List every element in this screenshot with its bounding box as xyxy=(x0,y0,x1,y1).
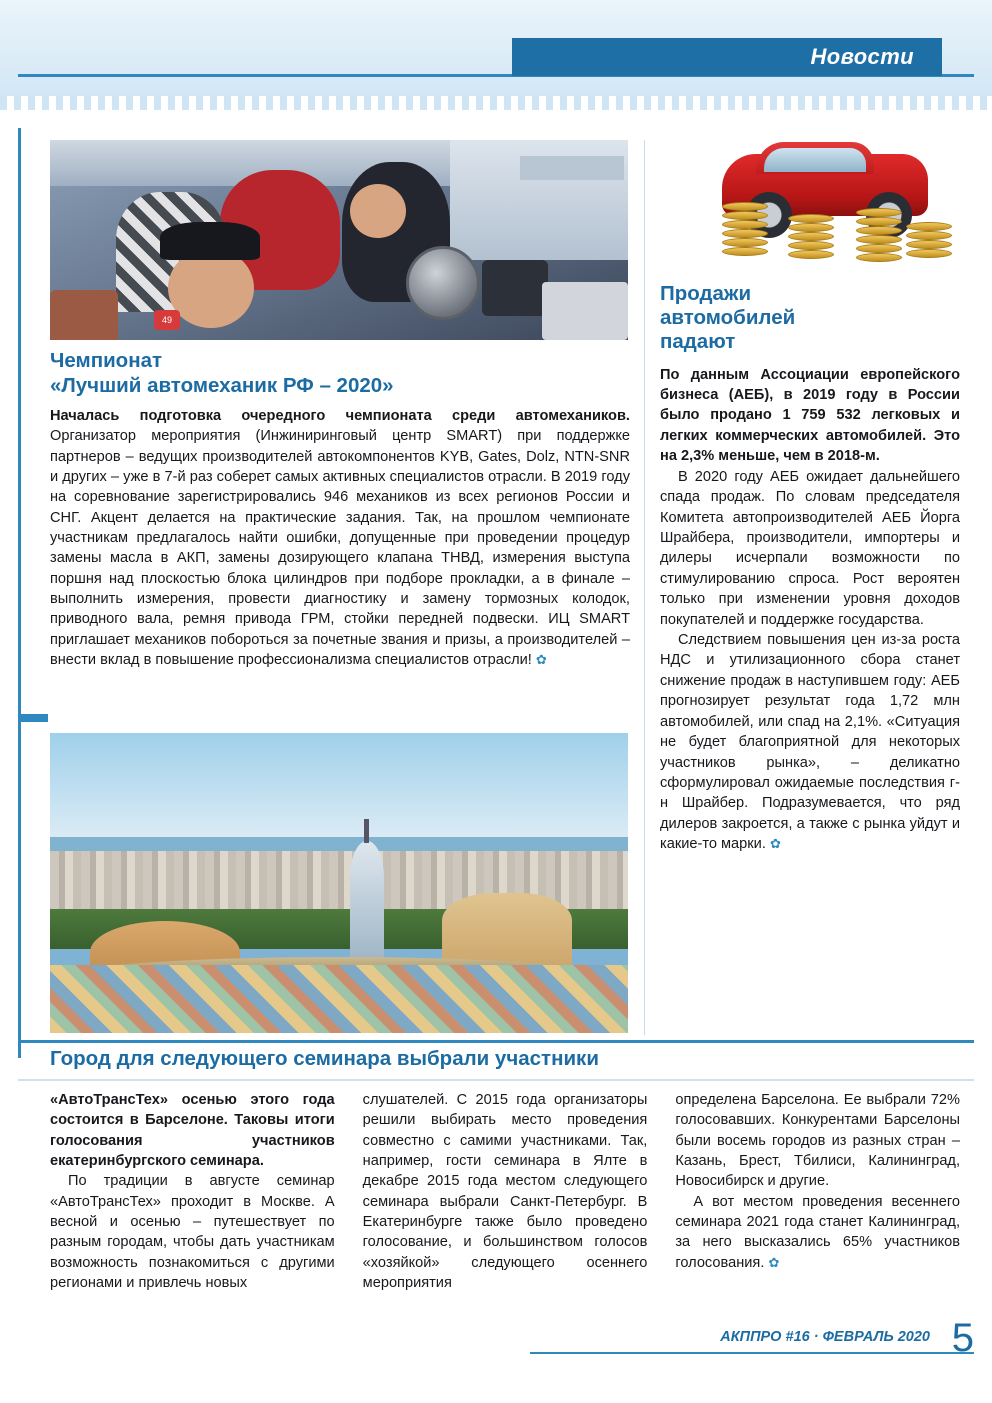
seminar-headline: Город для следующего семинара выбрали участники xyxy=(50,1047,599,1070)
championship-headline xyxy=(50,348,630,398)
car-sales-paragraph-1: По данным Ассоциации европейского бизнеса (АЕБ), в 2019 году в России было продано 1 759 532 легковых и легких коммерческих автомобилей. Это на 2,3% меньше, чем в 2018-м. xyxy=(660,366,960,465)
left-rule-tick xyxy=(18,714,48,722)
page-number: 5 xyxy=(951,1316,974,1360)
footer-issue: #16 xyxy=(785,1329,810,1345)
barcelona-photo xyxy=(50,733,628,1033)
article-championship xyxy=(50,348,630,670)
footer-rule xyxy=(530,1352,974,1354)
championship-headline-line2: «Лучший автомеханик РФ – 2020» xyxy=(50,374,394,397)
seminar-col1-lead: «АвтоТрансТех» осенью этого года состоится в Барселоне. Таковы итоги голосования участников екатеринбургского семинара. xyxy=(50,1092,335,1170)
photo-wall-sign xyxy=(520,156,624,180)
photo-mosaic-bench xyxy=(50,965,628,1033)
end-mark-icon: ✿ xyxy=(768,1254,780,1270)
serrated-edge-decoration xyxy=(0,96,992,110)
championship-lead: Началась подготовка очередного чемпионата среди автомехаников. xyxy=(50,408,630,424)
column-divider xyxy=(644,140,645,1035)
footer-separator: · xyxy=(813,1329,819,1345)
seminar-bottom-rule xyxy=(18,1079,974,1081)
car-sales-headline-line1: Продажи xyxy=(660,282,752,305)
photo-foreground-object xyxy=(50,290,118,340)
photo-face-main xyxy=(168,248,254,328)
seminar-col3-body-2 xyxy=(675,1192,960,1273)
end-mark-icon: ✿ xyxy=(535,652,547,668)
end-mark-icon: ✿ xyxy=(769,836,781,852)
photo-tool-block xyxy=(482,260,548,316)
photo-equipment xyxy=(542,282,628,340)
car-sales-photo xyxy=(660,140,960,270)
photo-face-second xyxy=(350,184,406,238)
section-label-news: Новости xyxy=(512,38,942,76)
car-sales-headline-line2: автомобилей xyxy=(660,306,796,330)
seminar-col3-body-2-text: А вот местом проведения весеннего семинара 2021 года станет Калининград, за него высказались 65% участников голосования. xyxy=(675,1193,961,1271)
seminar-headline-wrap xyxy=(50,1047,960,1071)
photo-bib-number: 49 xyxy=(154,310,180,330)
seminar-column-2 xyxy=(363,1090,648,1293)
car-sales-paragraph-2: В 2020 году АЕБ ожидает дальнейшего спада продаж. По словам председателя Комитета автопроизводителей АЕБ Йорга Шрайбера, производители, импортеры и дилеры исчерпали возможности по стимулированию спроса. Рост вероятен только при изменении уровня доходов покупателей и поддержке государства. xyxy=(660,468,960,628)
car-sales-paragraph-3 xyxy=(660,630,960,855)
seminar-col2-body: слушателей. С 2015 года организаторы решили выбирать место проведения совместно с самими участниками. Так, например, гости семинара в Ялте в декабре 2015 года местом следующего семинара выбрали Санкт-Петербург. В Екатеринбурге также было проведено голосование, и большинством голосов «хозяйкой» следующего осеннего мероприятия xyxy=(362,1092,648,1292)
championship-photo xyxy=(50,140,628,340)
championship-body xyxy=(50,406,630,670)
seminar-column-1 xyxy=(50,1090,335,1293)
seminar-col1-body: По традиции в августе семинар «АвтоТрансТех» проходит в Москве. А весной и осенью – путешествует по разным городам, чтобы дать участникам возможность познакомиться с другими регионами и привлечь новых xyxy=(50,1173,335,1292)
car-sales-paragraph-3-text: Следствием повышения цен из-за роста НДС и утилизационного сбора станет снижение продаж в наступившем году: АЕБ прогнозирует результат года 1,72 млн автомобилей, или спад на 2,1%. «Ситуация не будет благоприятной для некоторых участников рынка», – деликатно сформулировал ожидаемые последствия г-н Шрайбер. Подразумевается, что ряд дилеров закроется, а также с рынка уйдут и какие-то марки. xyxy=(660,632,960,853)
photo-church-tower xyxy=(350,841,384,961)
left-vertical-rule xyxy=(18,128,21,1058)
championship-headline-line1: Чемпионат xyxy=(50,349,163,372)
seminar-column-3 xyxy=(675,1090,960,1293)
seminar-col3-body-1: определена Барселона. Ее выбрали 72% голосовавших. Конкурентами Барселоны были восемь городов из разных стран – Казань, Брест, Тбилиси, Калининград, Новосибирск и другие. xyxy=(675,1092,961,1190)
seminar-columns xyxy=(50,1090,960,1293)
car-sales-headline-line3: падают xyxy=(660,330,736,354)
photo-cap xyxy=(160,222,260,260)
footer-date: ФЕВРАЛЬ 2020 xyxy=(822,1329,930,1345)
seminar-top-rule xyxy=(18,1040,974,1043)
car-sales-headline xyxy=(660,282,960,355)
article-car-sales xyxy=(660,282,960,855)
photo-sky xyxy=(50,733,628,853)
brake-disc-icon xyxy=(406,246,480,320)
footer-publication: АКППРО xyxy=(720,1329,782,1345)
car-sales-body xyxy=(660,365,960,855)
car-window xyxy=(764,148,866,172)
footer-credit xyxy=(720,1329,930,1345)
championship-body-text: Организатор мероприятия (Инжиниринговый центр SMART) при поддержке партнеров – ведущих производителей автокомпонентов KYB, Gates, Dolz, NTN-SNR и других – уже в 7-й раз соберет самых активных специалистов отрасли. В 2019 году на соревнование зарегистрировались 946 механиков из всех регионов России и СНГ. Акцент делается на практические задания. Так, на прошлом чемпионате участникам предлагалось найти ошибки, допущенные при проведении процедур замены масла в АКП, замены дозирующего клапана ТНВД, измерения выступа поршня над плоскостью блока цилиндров при подборе прокладки, а в финале – выполнить измерения, провести диагностику и замену тормозных колодок, приводного вала, ремня привода ГРМ, стойки передней подвески. ИЦ SMART приглашает механиков побороться за почетные звания и призы, а производителей – внести вклад в повышение профессионализма специалистов отрасли! xyxy=(50,428,630,669)
